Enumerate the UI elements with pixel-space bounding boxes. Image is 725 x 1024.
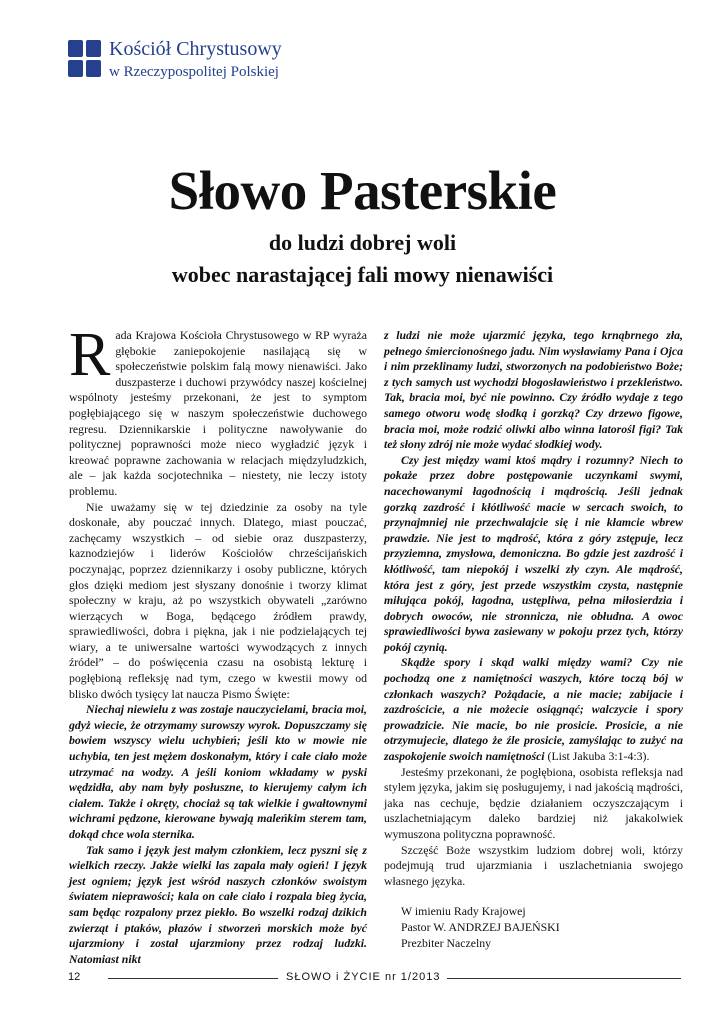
drop-cap: R — [69, 321, 111, 389]
scripture-quote: z ludzi nie może ujarzmić języka, tego krnąbrnego zła, pełnego śmiercionośnego jadu. Nim wysławiamy Pana i Ojca i nim przeklinamy ludzi, stworzonych na podobieństwo Boże; z tych samych ust wychodzi błogosławieństwo i przekleństwo. Tak, bracia moi, być nie powinno. Czy źródło wydaje z tego samego otworu wodę słodką i gorzką? Czy drzewo figowe, bracia moi, może rodzić oliwki albo winna latorośl figi? Tak też słony zdrój nie może wydać słodkiej wody. — [384, 328, 683, 452]
signature-line: Pastor W. ANDRZEJ BAJEŃSKI — [401, 919, 560, 934]
scripture-text: Skądże spory i skąd walki między wami? Czy nie pochodzą one z namiętności waszych, które toczą bój w członkach waszych? Pożądacie, a nie macie; zabijacie i zazdrościcie, a nie możecie osiągnąć; walczycie i spory prowadzicie. Nie macie, bo nie prosicie. Prosicie, a nie otrzymujecie, dlatego że źle prosicie, zamyślając to zużyć na zaspokojenie swoich namiętności — [384, 655, 683, 764]
scripture-quote: Tak samo i język jest małym członkiem, lecz pyszni się z wielkich rzeczy. Jakże wielki las zapala mały ogień! I język jest ogniem; język jest wśród naszych członków swoistym światem nieprawości; kala on całe ciało i rozpala bieg życia, sam będąc rozpalony przez piekło. Bo wszelki rodzaj dzikich zwierząt i ptaków, płazów i stworzeń morskich może być ujarzmiony i został ujarzmiony przez rodzaj ludzki. Natomiast nikt — [69, 842, 367, 966]
scripture-quote: Czy jest między wami ktoś mądry i rozumny? Niech to pokaże przez dobre postępowanie uczynkami swymi, nacechowanymi łagodnością i mądrością. Jeśli jednak gorzką zazdrość i kłótliwość macie w sercach swoich, to przynajmniej nie przechwalajcie się i nie kłamcie wbrew prawdzie. Nie jest to mądrość, która z góry zstępuje, lecz przyziemna, zmysłowa, demoniczna. Bo gdzie jest zazdrość i kłótliwość, tam niepokój i wszelki zły czyn. Ale mądrość, która jest z góry, jest przede wszystkim czysta, następnie miłująca pokój, łagodna, ustępliwa, pełna miłosierdzia i dobrych owoców, nie stronnicza, nie obłudna. A owoc sprawiedliwości bywa zasiewany w pokoju przez tych, którzy pokój czynią. — [384, 452, 683, 654]
left-column — [69, 321, 367, 967]
paragraph-intro — [69, 321, 367, 500]
church-logo-icon — [68, 40, 102, 78]
footer-divider — [447, 978, 681, 979]
scripture-quote-with-reference — [384, 655, 683, 764]
signature-line: W imieniu Rady Krajowej — [401, 904, 526, 919]
footer-divider — [108, 978, 278, 979]
magazine-issue: SŁOWO i ŻYCIE nr 1/2013 — [286, 971, 441, 983]
page-footer — [0, 971, 725, 987]
paragraph: Szczęść Boże wszystkim ludziom dobrej woli, którzy podejmują trud ujarzmiania i uszlachetniania swojego własnego języka. — [384, 842, 683, 888]
paragraph: Jesteśmy przekonani, że pogłębiona, osobista refleksja nad stylem języka, jakim się posługujemy, i nad jakością mądrości, jaka nas cechuje, będzie działaniem oczyszczającym i uszlachetniającym daleko bardziej niż jakakolwiek wymuszona polityczna poprawność. — [384, 764, 683, 841]
page-number: 12 — [68, 971, 81, 983]
page-title: Słowo Pasterskie — [168, 160, 557, 221]
organization-subtitle: w Rzeczypospolitej Polskiej — [109, 64, 279, 80]
subtitle-line-1: do ludzi dobrej woli — [268, 230, 457, 255]
paragraph-text: ada Krajowa Kościoła Chrystusowego w RP wyraża głębokie zaniepokojenie nasilającą się w społeczeństwie polskim falą mowy nienawiści. Jako duszpasterze i duchowi przywódcy naszej kościelnej wspólnoty jesteśmy przekonani, że jest to symptom pogłębiającego się w naszym społeczeństwie duchowego regresu. Dziennikarskie i polityczne nawoływanie do politycznej poprawności może nieco wygładzić język i kreować poprawne zachowania w relacjach międzyludzkich, ale – jak każda socjotechnika – niestety, nie leczy istoty problemu. — [69, 328, 367, 498]
scripture-quote: Niechaj niewielu z was zostaje nauczycielami, bracia moi, gdyż wiecie, że otrzymamy surowszy wyrok. Dopuszczamy się bowiem wszyscy wielu uchybień; jeśli kto w mowie nie uchybia, ten jest mężem doskonałym, który i całe ciało może utrzymać na wodzy. A jeśli koniom wkładamy w pyski wędzidła, aby nam były posłuszne, to kierujemy całym ich ciałem. Także i okręty, chociaż są tak wielkie i gwałtownymi wichrami pędzone, kierowane bywają maleńkim sterem tam, dokąd chce wola sternika. — [69, 702, 367, 841]
organization-name: Kościół Chrystusowy — [109, 38, 282, 60]
paragraph: Nie uważamy się w tej dziedzinie za osoby na tyle doskonałe, aby pouczać innych. Dlatego, miast pouczać, zachęcamy wszystkich – od siebie oraz duszpasterzy, kaznodziejów i liderów Kościołów chrześcijańskich poczynając, poprzez dziennikarzy i osoby publiczne, których głos dzięki mediom jest słyszany donośnie i tworzy klimat społeczny w kraju, aż po wszystkich obywateli „zarówno wierzących w Boga, będącego źródłem prawdy, sprawiedliwości, dobra i piękna, jak i nie podzielających tej wiary, a te uniwersalne wartości wywodzących z innych źródeł” – do poświęcenia czasu na osobistą lekturę i pogłębioną refleksję nad tym, czego w kwestii mowy od blisko dwóch tysięcy lat naucza Pismo Święte: — [69, 499, 367, 701]
right-column — [384, 328, 683, 951]
subtitle-line-2: wobec narastającej fali mowy nienawiści — [171, 262, 554, 287]
signature-line: Prezbiter Naczelny — [401, 935, 492, 950]
signature-block — [384, 904, 683, 951]
scripture-reference: (List Jakuba 3:1-4:3). — [544, 749, 650, 764]
